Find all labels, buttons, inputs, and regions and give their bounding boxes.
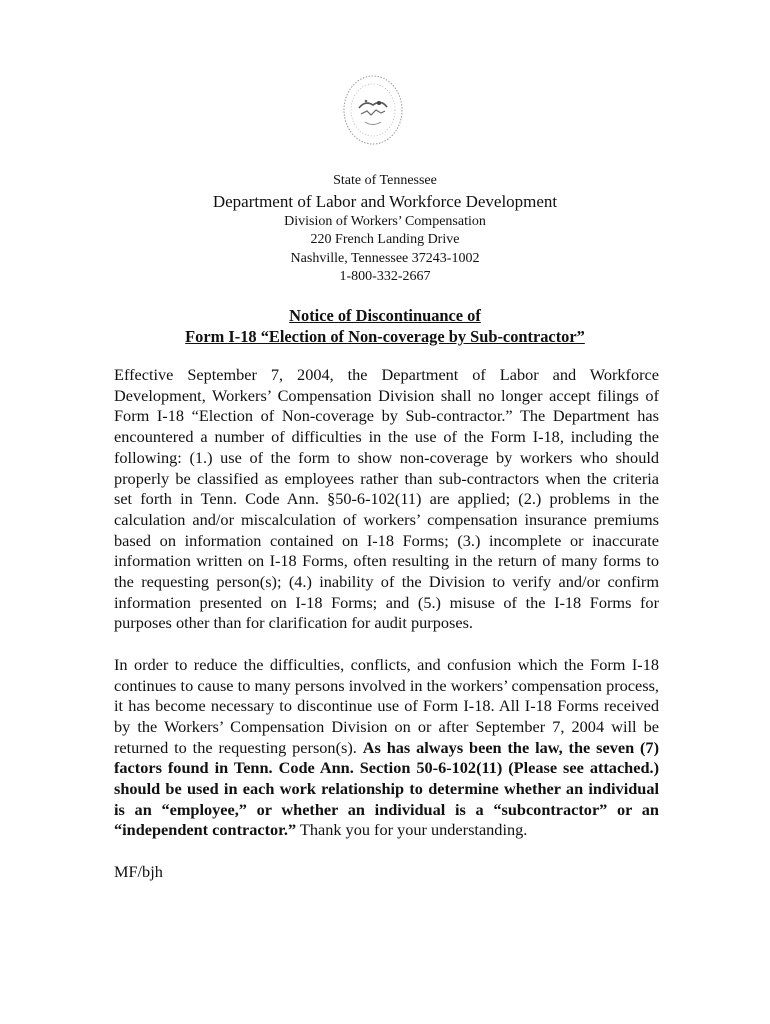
division-name: Division of Workers’ Compensation xyxy=(284,213,486,229)
title-line-1: Notice of Discontinuance of xyxy=(289,306,481,325)
author-initials: MF/bjh xyxy=(114,861,163,881)
phone-number: 1-800-332-2667 xyxy=(339,269,431,284)
state-name: State of Tennessee xyxy=(333,173,437,188)
paragraph-2-closing: Thank you for your understanding. xyxy=(299,820,528,840)
notice-title xyxy=(0,305,770,347)
city-address: Nashville, Tennessee 37243-1002 xyxy=(290,250,480,266)
department-name: Department of Labor and Workforce Development xyxy=(212,191,558,211)
paragraph-2-intro: In order to reduce the difficulties, conflicts, and confusion which the Form I-18 continues to cause to many persons involved in the workers’ compensation process, it has become necessary to discontinue use of Form I-18. All I-18 Forms received by the Workers’ Compensation Division on or after September 7, 2004 will be returned to the requesting person(s). xyxy=(114,654,659,757)
title-line-2: Form I-18 “Election of Non-coverage by Sub-contractor” xyxy=(185,327,585,346)
paragraph-2-bold: As has always been the law, the seven (7) factors found in Tenn. Code Ann. Section 50-6-102(11) (Please see attached.) should be used in each work relationship to determine whether an individual is an “employee,” or whether an individual is a “subcontractor” or an “independent contractor.” xyxy=(114,737,659,840)
paragraph-2 xyxy=(114,655,659,841)
street-address: 220 French Landing Drive xyxy=(310,232,460,247)
letterhead xyxy=(0,172,770,287)
notice-body xyxy=(114,365,659,903)
paragraph-1: Effective September 7, 2004, the Department of Labor and Workforce Development, Workers’ Compensation Division shall no longer accept filings of Form I-18 “Election of Non-coverage by Sub-contractor.” The Department has encountered a number of difficulties in the use of the Form I-18, including the following: (1.) use of the form to show non-coverage by workers who should properly be classified as employees rather than sub-contractors when the criteria set forth in Tenn. Code Ann. §50-6-102(11) are applied; (2.) problems in the calculation and/or miscalculation of workers’ compensation insurance premiums based on information contained on I-18 Forms; (3.) incomplete or inaccurate information written on I-18 Forms, often resulting in the return of many forms to the requesting person(s); (4.) inability of the Division to verify and/or confirm information presented on I-18 Forms; and (5.) misuse of the I-18 Forms for purposes other than for clarification for audit purposes. xyxy=(114,365,659,633)
state-seal-image xyxy=(339,70,407,150)
